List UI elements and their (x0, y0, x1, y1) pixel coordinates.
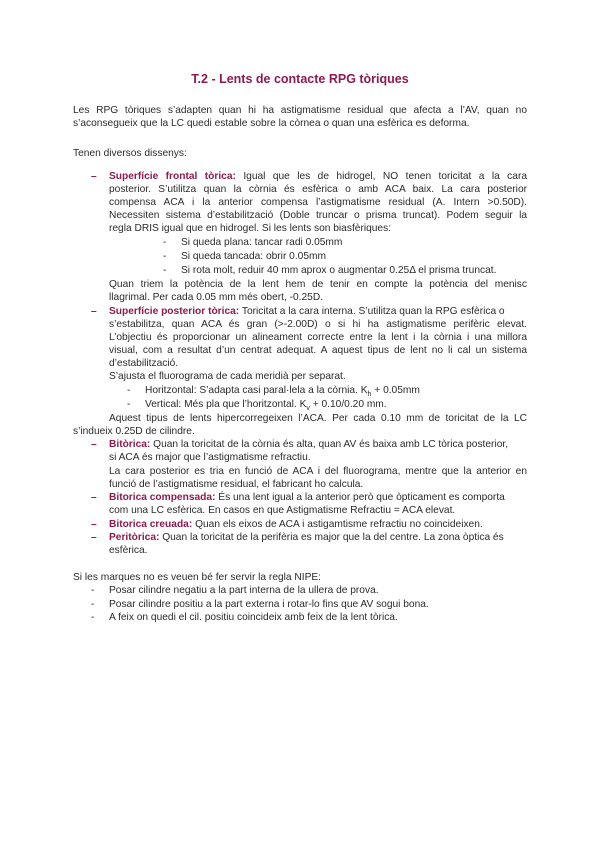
bullet-dash: – (91, 532, 97, 543)
compensada-heading: Bitorica compensada: (109, 492, 216, 503)
posterior-line-6: S’ajusta el fluorograma de cada meridià per separat. (109, 371, 346, 382)
designs-intro: Tenen diversos dissenys: (73, 148, 187, 159)
posterior-line-2: s’estabilitza, quan ACA és gran (>-2.00D) o si hi ha astigmatisme perifèric elevat. (109, 319, 527, 330)
list-dash: - (91, 612, 95, 623)
nipe-item-1: Posar cilindre negatiu a la part interna de la ullera de prova. (109, 585, 379, 596)
bullet-dash: – (91, 492, 97, 503)
list-dash: - (91, 585, 95, 596)
compensada-line-1: Bitorica compensada: És una lent igual a la anterior però que òpticament es comporta (109, 492, 505, 503)
sub-dash: - (163, 237, 167, 248)
frontal-line-1: Superfície frontal tòrica: Igual que les de hidrogel, NO tenen toricitat a la cara (109, 171, 528, 182)
frontal-line-4: Necessiten sistema d’estabilització (Doble truncar o prisma truncat). Podem seguir la (109, 210, 527, 221)
frontal-sub-item-1: Si queda plana: tancar radi 0.05mm (181, 237, 343, 248)
peritorica-line-1: Peritòrica: Quan la toricitat de la perifèria es major que la del centre. La zona òptica és (109, 532, 504, 543)
bullet-dash: – (91, 171, 97, 182)
posterior-line-5: d’estabilització. (109, 358, 179, 369)
posterior-horizontal: Horitzontal: S’adapta casi paral·lela a la còrnia. $K_h + 0.05mm$ (145, 385, 420, 399)
creuada-line-1: Bitorica creuada: Quan els eixos de ACA i astigamtisme refractiu no coincideixen. (109, 519, 483, 530)
bullet-dash: – (91, 519, 97, 530)
nipe-intro: Si les marques no es veuen bé fer servir la regla NIPE: (73, 572, 322, 583)
bitorica-line-1: Bitòrica: Quan la toricitat de la còrnia és alta, quan AV és baixa amb LC tòrica posterior, (109, 439, 509, 450)
nipe-item-2: Posar cilindre positiu a la part externa i rotar-lo fins que AV sogui bona. (109, 599, 429, 610)
list-dash: - (91, 599, 95, 610)
posterior-line-4: visual, com a resultat d’un centrat adequat. A aquest tipus de lent no li cal un sistema (109, 345, 527, 356)
sub-dash: - (127, 399, 131, 410)
frontal-after-1: Quan triem la potència de la lent hem de tenir en compte la potència del menisc (109, 279, 527, 290)
page-title: T.2 - Lents de contacte RPG tòriques (191, 72, 409, 86)
posterior-heading: Superfície posterior tòrica: (109, 306, 240, 317)
nipe-item-3: A feix on quedi el cil. positiu coincideix amb feix de la lent tòrica. (109, 612, 398, 623)
sub-dash: - (163, 265, 167, 276)
bitorica-heading: Bitòrica: (109, 439, 151, 450)
sub-dash: - (163, 251, 167, 262)
bitorica-line-3: La cara posterior es tria en funció de ACA i del fluorograma, mentre que la anterior en (109, 466, 527, 477)
sub-dash: - (127, 385, 131, 396)
peritorica-heading: Peritòrica: (109, 532, 160, 543)
compensada-line-2: com una LC esfèrica. En casos en que Astigmatisme Refractiu = ACA elevat. (109, 505, 456, 516)
posterior-after-2: s’indueix 0.25D de cilindre. (73, 426, 195, 437)
bullet-dash: – (91, 306, 97, 317)
bitorica-line-2: si ACA és major que l’astigmatisme refractiu. (109, 452, 311, 463)
bitorica-line-4: funció de l’astigmatisme residual, el fabricant ho calcula. (109, 479, 364, 490)
frontal-after-2: llagrimal. Per cada 0.05 mm més obert, -0.25D. (109, 292, 324, 303)
bullet-dash: – (91, 439, 97, 450)
intro-line-2: s’aconsegueix que la LC quedi estable sobre la còrnea o quan una esfèrica es deforma. (73, 118, 470, 129)
intro-line-1: Les RPG tòriques s’adapten quan hi ha astigmatisme residual que afecta a l’AV, quan no (73, 105, 527, 116)
frontal-line-3: compensa ACA i la anterior compensa l’astigmatisme residual (A. Intern >0.50D). (109, 197, 527, 208)
frontal-line-5: regla DRIS igual que en hidrogel. Si les lents son biasfèriques: (109, 223, 392, 234)
posterior-vertical: Vertical: Més pla que l’horitzontal. $K_v + 0.10/0.20$ mm. (145, 399, 387, 413)
creuada-heading: Bitorica creuada: (109, 519, 193, 530)
frontal-line-2: posterior. S’utilitza quan la còrnia és esfèrica o amb ACA baix. La cara posterior (109, 184, 527, 195)
posterior-line-3: L’objectiu és proporcionar un alineament correcte entre la lent i la còrnia i una millora (109, 332, 527, 343)
frontal-heading: Superfície frontal tòrica: (109, 171, 236, 182)
frontal-sub-item-3: Si rota molt, reduir 40 mm aprox o augmentar 0.25Δ el prisma truncat. (181, 265, 497, 276)
posterior-line-1: Superfície posterior tòrica: Toricitat a la cara interna. S’utilitza quan la RPG esfèrica o (109, 306, 505, 317)
peritorica-line-2: esfèrica. (109, 545, 148, 556)
posterior-after-1: Aquest tipus de lents hipercorregeixen l’ACA. Per cada 0.10 mm de toricitat de la LC (109, 413, 527, 424)
frontal-sub-item-2: Si queda tancada: obrir 0.05mm (181, 251, 326, 262)
